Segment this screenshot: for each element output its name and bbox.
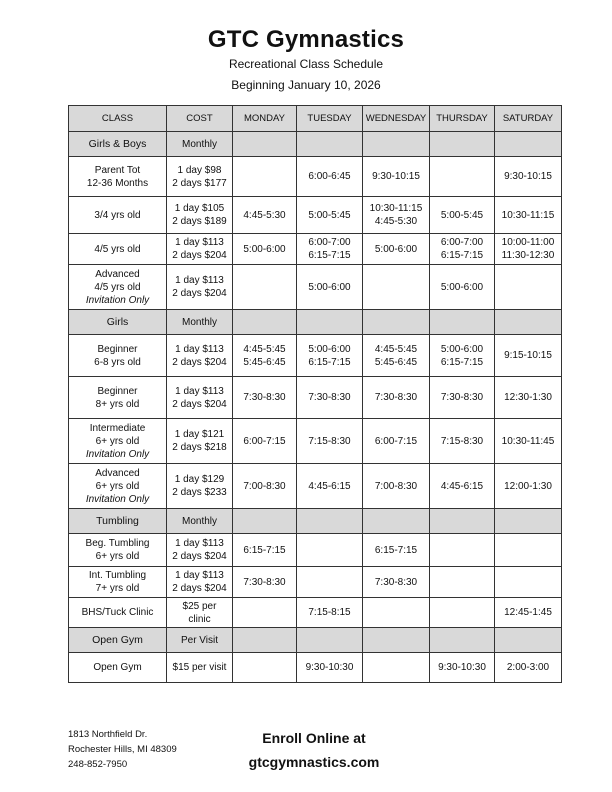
monday-time-cell <box>233 377 297 419</box>
cell-line: 5:00-6:00 <box>440 343 484 355</box>
cell-line: 1 day $105 <box>174 203 225 214</box>
cell-line: 4:45-6:15 <box>440 480 484 492</box>
cell-line: 6+ yrs old <box>95 551 140 562</box>
monday-time-cell <box>233 234 297 265</box>
cell-line: 4/5 yrs old <box>94 281 141 293</box>
section-empty-cell <box>495 628 562 653</box>
cost-cell <box>167 419 233 464</box>
cell-line: 12:30-1:30 <box>504 392 552 403</box>
phone-number: 248-852-7950 <box>68 759 128 770</box>
wednesday-time-cell <box>363 157 430 197</box>
section-cost-label: Monthly <box>167 132 233 157</box>
saturday-time-cell <box>495 265 562 310</box>
class-row <box>69 197 562 234</box>
cell-line: 7:15-8:30 <box>308 435 351 447</box>
monday-time-cell <box>233 419 297 464</box>
cell-line: 12:00-1:30 <box>504 480 552 492</box>
cell-line: 6:00-7:00 <box>440 237 484 248</box>
class-row <box>69 265 562 310</box>
cell-line: 6:00-7:15 <box>243 435 286 447</box>
cost-cell <box>167 598 233 628</box>
enroll-text: Enroll Online at <box>262 730 366 746</box>
thursday-time-cell <box>430 653 495 683</box>
thursday-time-cell <box>430 377 495 419</box>
class-row <box>69 419 562 464</box>
cost-cell <box>167 567 233 598</box>
saturday-time-cell <box>495 653 562 683</box>
cell-line: 7+ yrs old <box>95 583 140 594</box>
cell-line: 6:00-6:45 <box>308 171 351 182</box>
class-name-cell <box>69 234 167 265</box>
tuesday-time-cell <box>297 464 363 509</box>
cell-line: Advanced <box>95 268 140 280</box>
cell-line: Invitation Only <box>85 448 150 460</box>
schedule-table <box>68 105 562 683</box>
cell-line: 6:00-7:15 <box>374 435 418 447</box>
start-date: Beginning January 10, 2026 <box>231 78 381 92</box>
section-empty-cell <box>297 509 363 534</box>
class-row <box>69 377 562 419</box>
class-row <box>69 598 562 628</box>
class-row <box>69 567 562 598</box>
cell-line: 10:30-11:45 <box>501 435 555 447</box>
tuesday-time-cell <box>297 534 363 567</box>
cell-line: 7:30-8:30 <box>243 576 286 588</box>
cell-line: 5:00-6:00 <box>308 343 351 355</box>
cell-line: 6:15-7:15 <box>440 250 484 261</box>
wednesday-time-cell <box>363 464 430 509</box>
cell-line: 6-8 yrs old <box>94 356 141 368</box>
saturday-time-cell <box>495 534 562 567</box>
schedule-subtitle: Recreational Class Schedule <box>228 57 384 71</box>
section-empty-cell <box>430 132 495 157</box>
section-label: Girls <box>69 310 167 335</box>
cost-cell <box>167 377 233 419</box>
section-empty-cell <box>363 628 430 653</box>
address-block <box>68 727 177 772</box>
saturday-time-cell <box>495 157 562 197</box>
thursday-time-cell <box>430 265 495 310</box>
section-empty-cell <box>495 310 562 335</box>
saturday-time-cell <box>495 464 562 509</box>
section-label: Tumbling <box>69 509 167 534</box>
cell-line: 2 days $204 <box>172 356 227 368</box>
col-class: CLASS <box>69 106 167 132</box>
wednesday-time-cell <box>363 234 430 265</box>
thursday-time-cell <box>430 534 495 567</box>
cell-line: 7:30-8:30 <box>374 392 418 403</box>
class-name-cell <box>69 265 167 310</box>
cell-line: 1 day $113 <box>175 343 224 355</box>
cell-line: 5:45-6:45 <box>243 356 286 368</box>
section-row <box>69 310 562 335</box>
cell-line: 5:00-6:00 <box>308 281 351 293</box>
section-row <box>69 132 562 157</box>
thursday-time-cell <box>430 335 495 377</box>
cell-line: 3/4 yrs old <box>94 209 141 221</box>
section-label: Open Gym <box>69 628 167 653</box>
section-empty-cell <box>233 509 297 534</box>
section-empty-cell <box>430 310 495 335</box>
tuesday-time-cell <box>297 653 363 683</box>
cell-line: 6:15-7:15 <box>243 544 286 556</box>
monday-time-cell <box>233 335 297 377</box>
monday-time-cell <box>233 197 297 234</box>
wednesday-time-cell <box>363 598 430 628</box>
thursday-time-cell <box>430 157 495 197</box>
class-name-cell <box>69 567 167 598</box>
cell-line: 2 days $204 <box>172 250 227 261</box>
tuesday-time-cell <box>297 567 363 598</box>
cell-line: 2:00-3:00 <box>506 662 550 673</box>
thursday-time-cell <box>430 419 495 464</box>
saturday-time-cell <box>495 234 562 265</box>
class-row <box>69 653 562 683</box>
cell-line: 4:45-5:45 <box>243 343 286 355</box>
section-row <box>69 628 562 653</box>
cell-line: 1 day $129 <box>174 474 225 485</box>
monday-time-cell <box>233 653 297 683</box>
cell-line: Advanced <box>95 467 140 479</box>
enroll-block <box>214 726 414 774</box>
cell-line: 7:15-8:30 <box>440 435 484 447</box>
class-name-cell <box>69 377 167 419</box>
cell-line: 2 days $218 <box>172 442 227 453</box>
section-cost-label: Monthly <box>167 509 233 534</box>
header-row <box>69 106 562 132</box>
cell-line: clinic <box>188 613 211 625</box>
cell-line: 6:15-7:15 <box>308 356 351 368</box>
cell-line: 10:00-11:00 <box>501 237 555 248</box>
cell-line: 1 day $113 <box>175 275 224 286</box>
col-thursday: THURSDAY <box>430 106 495 132</box>
wednesday-time-cell <box>363 335 430 377</box>
cell-line: 12:45-1:45 <box>504 607 552 618</box>
cell-line: 6:15-7:15 <box>308 250 351 261</box>
tuesday-time-cell <box>297 598 363 628</box>
tuesday-time-cell <box>297 157 363 197</box>
cell-line: Beginner <box>97 343 138 355</box>
section-empty-cell <box>363 310 430 335</box>
cell-line: 5:00-6:00 <box>440 281 484 293</box>
cell-line: 1 day $98 <box>177 164 222 176</box>
col-saturday: SATURDAY <box>495 106 562 132</box>
saturday-time-cell <box>495 335 562 377</box>
cell-line: $25 per <box>182 600 217 612</box>
schedule-body <box>69 132 562 683</box>
thursday-time-cell <box>430 234 495 265</box>
cell-line: Beg. Tumbling <box>85 538 150 549</box>
cell-line: 1 day $121 <box>174 429 225 440</box>
cost-cell <box>167 197 233 234</box>
cell-line: Invitation Only <box>85 294 150 306</box>
cell-line: 8+ yrs old <box>95 398 140 410</box>
monday-time-cell <box>233 265 297 310</box>
thursday-time-cell <box>430 598 495 628</box>
cell-line: Parent Tot <box>94 164 141 176</box>
class-row <box>69 335 562 377</box>
section-empty-cell <box>233 310 297 335</box>
thursday-time-cell <box>430 567 495 598</box>
col-tuesday: TUESDAY <box>297 106 363 132</box>
cell-line: 7:30-8:30 <box>440 392 484 403</box>
cell-line: 2 days $233 <box>172 487 227 498</box>
class-name-cell <box>69 419 167 464</box>
class-row <box>69 534 562 567</box>
monday-time-cell <box>233 464 297 509</box>
address-city: Rochester Hills, MI 48309 <box>68 744 177 755</box>
monday-time-cell <box>233 157 297 197</box>
class-name-cell <box>69 534 167 567</box>
tuesday-time-cell <box>297 335 363 377</box>
section-label: Girls & Boys <box>69 132 167 157</box>
cell-line: 9:30-10:15 <box>372 171 420 182</box>
website-link[interactable]: gtcgymnastics.com <box>248 754 380 770</box>
cell-line: 5:00-5:45 <box>440 209 484 221</box>
class-row <box>69 464 562 509</box>
cell-line: 6:00-7:00 <box>308 237 351 248</box>
cell-line: 4:45-5:45 <box>374 343 418 355</box>
section-empty-cell <box>363 132 430 157</box>
cell-line: 10:30-11:15 <box>369 203 423 214</box>
saturday-time-cell <box>495 598 562 628</box>
class-name-cell <box>69 157 167 197</box>
tuesday-time-cell <box>297 419 363 464</box>
section-empty-cell <box>495 509 562 534</box>
cell-line: 5:45-6:45 <box>374 356 418 368</box>
cell-line: 4/5 yrs old <box>94 243 141 255</box>
wednesday-time-cell <box>363 419 430 464</box>
section-cost-label: Per Visit <box>167 628 233 653</box>
cell-line: 7:00-8:30 <box>243 480 286 492</box>
wednesday-time-cell <box>363 653 430 683</box>
cell-line: 7:00-8:30 <box>374 480 418 492</box>
section-cost-label: Monthly <box>167 310 233 335</box>
section-row <box>69 509 562 534</box>
cell-line: 1 day $113 <box>175 385 224 397</box>
cost-cell <box>167 534 233 567</box>
cell-line: 9:15-10:15 <box>504 350 552 361</box>
cell-line: 2 days $204 <box>172 398 227 410</box>
cell-line: 9:30-10:15 <box>504 171 552 182</box>
cell-line: 4:45-5:30 <box>374 216 418 227</box>
cell-line: 9:30-10:30 <box>305 662 354 673</box>
cell-line: Intermediate <box>89 422 146 434</box>
thursday-time-cell <box>430 464 495 509</box>
class-row <box>69 157 562 197</box>
col-cost: COST <box>167 106 233 132</box>
cell-line: 6+ yrs old <box>95 480 140 492</box>
page-title: GTC Gymnastics <box>207 26 405 53</box>
tuesday-time-cell <box>297 234 363 265</box>
cell-line: Int. Tumbling <box>88 570 147 581</box>
address-street: 1813 Northfield Dr. <box>68 729 148 740</box>
section-empty-cell <box>233 132 297 157</box>
cell-line: 2 days $177 <box>172 177 227 189</box>
wednesday-time-cell <box>363 265 430 310</box>
cell-line: 10:30-11:15 <box>501 209 555 221</box>
monday-time-cell <box>233 567 297 598</box>
cell-line: 7:30-8:30 <box>308 392 351 403</box>
cell-line: 7:15-8:15 <box>308 607 351 618</box>
class-name-cell <box>69 653 167 683</box>
section-empty-cell <box>297 132 363 157</box>
cost-cell <box>167 157 233 197</box>
section-empty-cell <box>430 509 495 534</box>
cell-line: 11:30-12:30 <box>501 250 555 261</box>
cost-cell <box>167 234 233 265</box>
cell-line: 1 day $113 <box>175 237 224 248</box>
section-empty-cell <box>430 628 495 653</box>
cell-line: 7:30-8:30 <box>243 392 286 403</box>
cost-cell <box>167 265 233 310</box>
section-empty-cell <box>363 509 430 534</box>
col-monday: MONDAY <box>233 106 297 132</box>
wednesday-time-cell <box>363 197 430 234</box>
cell-line: 2 days $189 <box>172 216 227 227</box>
cell-line: 9:30-10:30 <box>438 662 486 673</box>
class-row <box>69 234 562 265</box>
col-wednesday: WEDNESDAY <box>363 106 430 132</box>
cell-line: 6:15-7:15 <box>440 356 484 368</box>
saturday-time-cell <box>495 419 562 464</box>
cost-cell <box>167 464 233 509</box>
cell-line: 5:00-6:00 <box>243 243 286 255</box>
wednesday-time-cell <box>363 567 430 598</box>
cell-line: 4:45-6:15 <box>308 480 351 492</box>
cell-line: 12-36 Months <box>86 177 149 189</box>
cell-line: Open Gym <box>93 662 142 673</box>
cell-line: 4:45-5:30 <box>243 209 286 221</box>
section-empty-cell <box>297 628 363 653</box>
cell-line: BHS/Tuck Clinic <box>81 607 154 618</box>
tuesday-time-cell <box>297 265 363 310</box>
cell-line: 7:30-8:30 <box>374 576 418 588</box>
cell-line: 1 day $113 <box>175 538 224 549</box>
tuesday-time-cell <box>297 377 363 419</box>
cost-cell <box>167 335 233 377</box>
wednesday-time-cell <box>363 377 430 419</box>
tuesday-time-cell <box>297 197 363 234</box>
monday-time-cell <box>233 534 297 567</box>
cell-line: $15 per visit <box>172 662 227 673</box>
thursday-time-cell <box>430 197 495 234</box>
saturday-time-cell <box>495 197 562 234</box>
cell-line: 5:00-6:00 <box>374 243 418 255</box>
cell-line: 2 days $204 <box>172 551 227 562</box>
saturday-time-cell <box>495 567 562 598</box>
wednesday-time-cell <box>363 534 430 567</box>
cell-line: 2 days $204 <box>172 288 227 299</box>
class-name-cell <box>69 598 167 628</box>
class-name-cell <box>69 464 167 509</box>
cell-line: Invitation Only <box>85 493 150 505</box>
cell-line: 6:15-7:15 <box>374 544 418 556</box>
cell-line: 1 day $113 <box>175 570 224 581</box>
cell-line: Beginner <box>97 385 138 397</box>
class-name-cell <box>69 197 167 234</box>
section-empty-cell <box>233 628 297 653</box>
saturday-time-cell <box>495 377 562 419</box>
cell-line: 6+ yrs old <box>95 435 140 447</box>
monday-time-cell <box>233 598 297 628</box>
cell-line: 2 days $204 <box>172 583 227 594</box>
section-empty-cell <box>495 132 562 157</box>
cell-line: 5:00-5:45 <box>308 209 351 221</box>
class-name-cell <box>69 335 167 377</box>
section-empty-cell <box>297 310 363 335</box>
cost-cell <box>167 653 233 683</box>
